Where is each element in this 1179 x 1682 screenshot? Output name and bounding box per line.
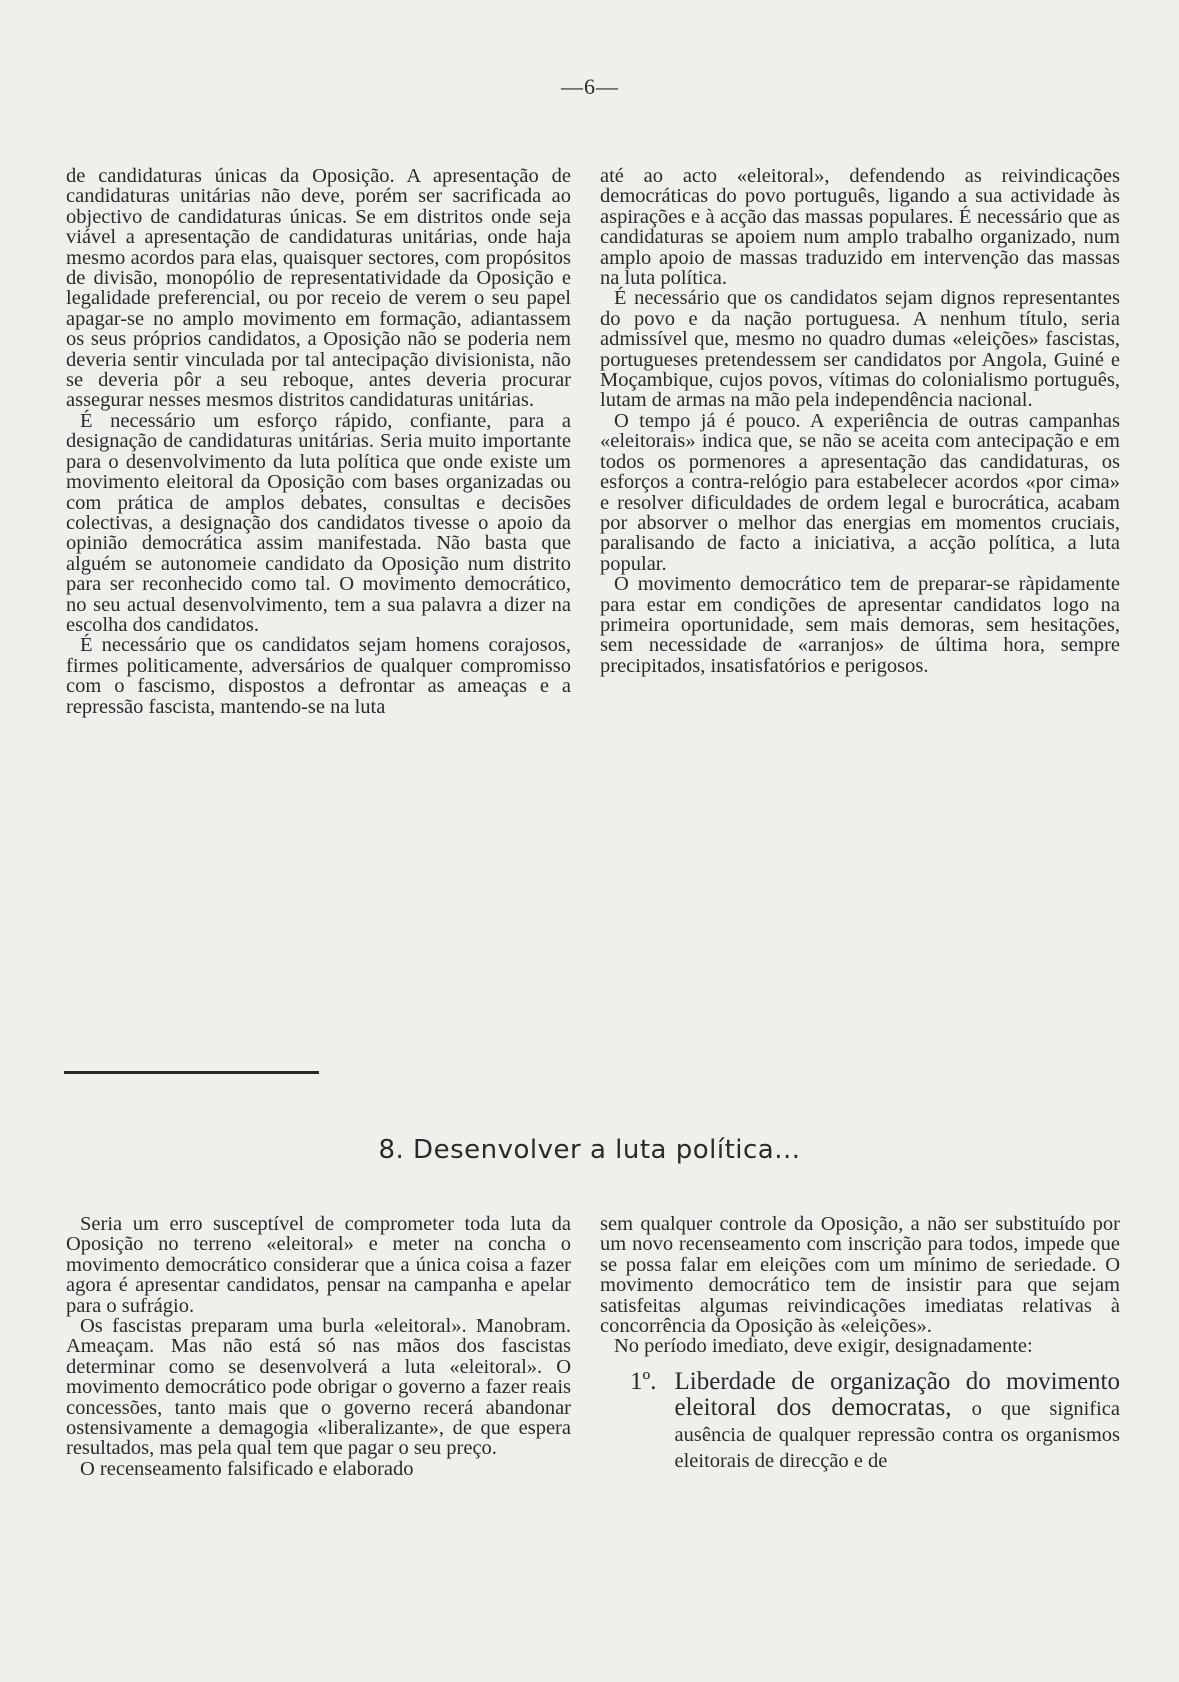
demand-number: 1º. xyxy=(630,1367,657,1395)
section-divider xyxy=(64,1071,319,1074)
demand-title: Liberdade de organização do movimento eleitoral dos democratas, xyxy=(674,1367,1120,1421)
page-number: —6— xyxy=(561,74,619,99)
paragraph: sem qualquer controle da Oposição, a não ser substituído por um novo recenseamento com inscrição para todos, impede que se possa falar em eleições com um mínimo de seriedade. O movimento democrático tem de insistir para que sejam satisfeitas algumas reivindicações imediatas relativas à concorrência da Oposição às «eleições». xyxy=(600,1213,1120,1338)
paragraph: Seria um erro susceptível de comprometer toda luta da Oposição no terreno «eleitoral» e meter na concha o movimento democrático considerar que a única coisa a fazer agora é apresentar candidatos, pensar na campanha e apelar para o sufrágio. xyxy=(66,1213,571,1317)
section-title: Desenvolver a luta política... xyxy=(413,1135,801,1165)
paragraph: até ao acto «eleitoral», defendendo as reivindicações democráticas do povo português, ligando a sua actividade às aspirações e à acção das massas populares. É necessário que as candidaturas se apoiem num amplo trabalho organizado, num amplo apoio de massas traduzido em intervenção das massas na luta política. xyxy=(600,165,1120,290)
demand-continuation: o que significa ausência de qualquer repressão contra os organismos eleitorais de direcção e de xyxy=(674,1397,1120,1472)
upper-right-column xyxy=(600,166,1120,676)
lower-left-column xyxy=(66,1214,571,1479)
paragraph: de candidaturas únicas da Oposição. A apresentação de candidaturas unitárias não deve, porém ser sacrificada ao objectivo de candidaturas únicas. Se em distritos onde seja viável a apresentação de candidaturas unitárias, onde haja mesmo acordos para elas, quaisquer sectores, com propósitos de divisão, monopólio de representatividade da Oposição e legalidade preferencial, ou por receio de verem o seu papel apagar-se no amplo movimento em formação, adiantassem os seus próprios candidatos, a Oposição não se poderia nem deveria sentir vinculada por tal antecipação divisionista, não se deveria pôr a seu reboque, antes deveria procurar assegurar nesses mesmos distritos candidaturas unitárias. xyxy=(66,165,571,412)
paragraph: É necessário um esforço rápido, confiante, para a designação de candidaturas unitárias. Seria muito importante para o desenvolvimento da luta política que onde existe um movimento eleitoral da Oposição com bases organizadas ou com prática de amplos debates, consultas e decisões colectivas, a designação dos candidatos tivesse o apoio da opinião democrática assim manifestada. Não basta que alguém se autonomeie candidato da Oposição num distrito para ser reconhecido como tal. O movimento democrático, no seu actual desenvolvimento, tem a sua palavra a dizer na escolha dos candidatos. xyxy=(66,409,571,636)
paragraph: No período imediato, deve exigir, designadamente: xyxy=(614,1335,1033,1358)
demand-item xyxy=(600,1369,1120,1473)
paragraph: O recenseamento falsificado e elaborado xyxy=(80,1457,414,1480)
paragraph: É necessário que os candidatos sejam homens corajosos, firmes politicamente, adversários de qualquer compromisso com o fascismo, dispostos a defrontar as ameaças e a repressão fascista, mantendo-se na luta xyxy=(66,634,571,718)
upper-left-column xyxy=(66,166,571,717)
section-number: 8. xyxy=(378,1135,405,1165)
paragraph: É necessário que os candidatos sejam dignos representantes do povo e da nação portuguesa. A nenhum título, seria admissível que, mesmo no quadro dumas «eleições» fascistas, portugueses pretendessem ser candidatos por Angola, Guiné e Moçambique, cujos povos, vítimas do colonialismo português, lutam de armas na mão pela independência nacional. xyxy=(600,287,1120,412)
lower-right-column xyxy=(600,1214,1120,1473)
paragraph: Os fascistas preparam uma burla «eleitoral». Manobram. Ameaçam. Mas não está só nas mãos dos fascistas determinar como se desenvolverá a luta «eleitoral». O movimento democrático pode obrigar o governo a fazer reais concessões, tanto mais que o governo recerá abandonar ostensivamente a demagogia «liberalizante», de que espera resultados, mas pela qual tem que pagar o seu preço. xyxy=(66,1315,571,1460)
demand-text xyxy=(675,1369,1120,1473)
paragraph: O tempo já é pouco. A experiência de outras campanhas «eleitorais» indica que, se não se aceita com antecipação e em todos os pormenores a apresentação das candidaturas, os esforços a contra-relógio para estabelecer acordos «por cima» e resolver dificuldades de ordem legal e burocrática, acabam por absorver o melhor das energias em momentos cruciais, paralisando de facto a iniciativa, a acção política, a luta popular. xyxy=(600,409,1120,575)
section-heading xyxy=(0,1135,1179,1165)
paragraph: O movimento democrático tem de preparar-se ràpidamente para estar em condições de apresentar candidatos logo na primeira oportunidade, sem mais demoras, sem hesitações, sem necessidade de «arranjos» de última hora, sempre precipitados, insatisfatórios e perigosos. xyxy=(600,573,1120,677)
